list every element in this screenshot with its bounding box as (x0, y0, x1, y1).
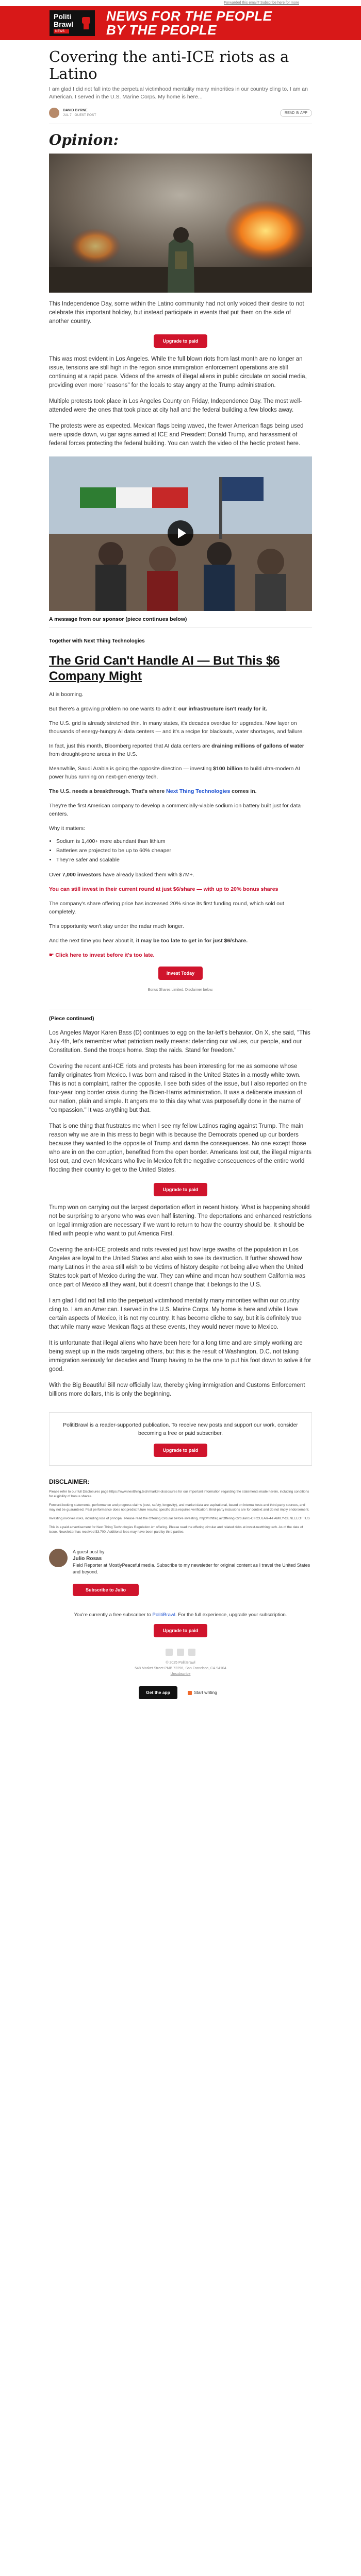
slogan-line-2: BY THE PEOPLE (106, 22, 217, 38)
paragraph: Los Angeles Mayor Karen Bass (D) continues to egg on the far-left's behavior. On X, she said, "This July 4th, let's remember what patriotism really means: defending our values, our people, and our Constitution. Send the troops home. Stop the raids. Stand for freedom." (49, 1030, 310, 1054)
play-icon[interactable] (168, 520, 193, 546)
disclaimer-section (49, 1478, 312, 1534)
byline (49, 107, 312, 118)
invest-today-button[interactable]: Invest Today (158, 967, 203, 980)
invest-link[interactable]: ☛ Click here to invest before it's too late. (49, 952, 155, 958)
disclaimer-paragraph: Forward-looking statements, performance and progress claims (cost, safety, longevity), and market data are aspirational, based on internal tests and third-party sources, and may not be guaranteed. Past performance does not predict future results; specific data requires verification; third-party inclusions are for context and do not imply endorsement. (49, 1503, 309, 1512)
ad-paragraph: Why it matters: (49, 825, 86, 832)
sponsor-label: Together with Next Thing Technologies (49, 638, 145, 644)
subscribe-here-link[interactable]: Forwarded this email? Subscribe here for more (224, 1, 299, 5)
free-subscriber-text: You're currently a free subscriber to PolitiBrawl. For the full experience, upgrade your subscription. (74, 1612, 287, 1618)
ad-paragraph: But there's a growing problem no one wants to admit: our infrastructure isn't ready for it. (49, 706, 267, 712)
author-name[interactable]: DAVID BYRNE (63, 109, 88, 112)
unsubscribe-link[interactable]: Unsubscribe (170, 1672, 191, 1676)
disclaimer-heading: DISCLAIMER: (49, 1478, 90, 1485)
start-writing-button[interactable]: Start writing (183, 1686, 222, 1699)
disclaimer-paragraph: Please refer to our full Disclosures page https://www.nextthing.tech/market-disclosures for our important information regarding the statements made herein, including conditions for eligibility of bonus shares. (49, 1490, 309, 1498)
footer (49, 1649, 312, 1699)
logo[interactable] (50, 10, 95, 36)
slogan-line-1: NEWS FOR THE PEOPLE (106, 8, 272, 24)
benefits-list (56, 837, 312, 865)
ad-paragraph: This opportunity won't stay under the radar much longer. (49, 923, 184, 929)
guest-bio: Field Reporter at MostlyPeaceful media. Subscribe to my newsletter for original content as I travel the United States and beyond. (73, 1563, 310, 1574)
ad-paragraph: The U.S. grid is already stretched thin. In many states, it's decades overdue for upgrades. Now layer on thousands of energy-hungry AI data centers — and it's a recipe for blackouts, water shortages, and failure. (49, 720, 304, 735)
article-subtitle: I am glad I did not fall into the perpetual victimhood mentality many minorities in our country cling to. I am an American. I served in the U.S. Marine Corps. My home is here... (49, 86, 308, 100)
paragraph: Covering the recent anti-ICE riots and protests has been interesting for me as someone whose family originates from Mexico. I was born and raised in the United States in a mostly white town. This is not a complaint, rather the opposite. I see both sides of the issue, but I also reported on the four-year long border crisis during the Biden-Harris administration. It was a deliberate invasion of our nation, plain and simple. It angers me to this day what was purposefully done in the name of "compassion." It was anything but that. (49, 1063, 307, 1113)
paragraph: Covering the anti-ICE protests and riots revealed just how large swaths of the population in Los Angeles are loyal to the United States and also wish to see its destruction. It further showed how many Latinos in the area still wish to be victims of history despite not being alive when the United States took part of Mexico during the war. They can whine and moan how southern California was once part of Mexico all they want, but it doesn't change that it belongs to the U.S. (49, 1247, 306, 1288)
guest-label: A guest post by (73, 1549, 105, 1554)
section-heading: Opinion: (49, 131, 119, 148)
ad-paragraph: And the next time you hear about it, it may be too late to get in for just $6/share. (49, 938, 248, 944)
restack-icon[interactable] (188, 1649, 195, 1656)
ad-paragraph: The company's share offering price has increased 20% since its first funding round, which sold out completely. (49, 901, 284, 915)
ad-paragraph: They're the first American company to develop a commercially-viable sodium ion battery built just for data centers. (49, 803, 301, 817)
post-date: JUL 7 · GUEST POST (63, 113, 96, 117)
paragraph: Multiple protests took place in Los Angeles County on Friday, Independence Day. The most well-attended were the ones that took place at city hall and the federal building a few blocks away. (49, 398, 302, 413)
next-thing-link[interactable]: Next Thing Technologies (166, 788, 231, 794)
upgrade-to-paid-button[interactable]: Upgrade to paid (154, 1183, 207, 1196)
ad-paragraph: Over 7,000 investors have already backed them with $7M+. (49, 872, 194, 878)
fist-icon (80, 15, 92, 30)
main-content (49, 48, 312, 1699)
ad-paragraph: AI is booming. (49, 691, 84, 698)
paragraph: With the Big Beautiful Bill now officially law, thereby giving immigration and Customs Enforcement billions more dollars, this is only the beginning. (49, 1382, 305, 1397)
paragraph: The protests were as expected. Mexican flags being waved, the fewer American flags being used were upside down, vulgar signs aimed at ICE and President Donald Trump, and harassment of federal forces protecting the federal building. You can watch the video of the hectic protest here. (49, 423, 304, 447)
upgrade-to-paid-button[interactable]: Upgrade to paid (154, 1624, 207, 1637)
paragraph: This Independence Day, some within the Latino community had not only voiced their desire to not celebrate this important holiday, but instead participate in events that put them on the side of another country. (49, 301, 304, 325)
ad-paragraph: The U.S. needs a breakthrough. That's where Next Thing Technologies comes in. (49, 788, 257, 794)
paragraph: This was most evident in Los Angeles. While the full blown riots from last month are no longer an issue, tensions are still high in the region since immigration enforcement operations are still continuing at a rapid pace. Videos of the arrests of illegal aliens in public circulate on social media, providing even more "reasons" for the locals to stay angry at the Trump administration. (49, 356, 307, 388)
ad-paragraph: In fact, just this month, Bloomberg reported that AI data centers are draining millions of gallons of water from drought-prone areas in the U.S. (49, 743, 304, 757)
app-row (49, 1686, 312, 1699)
list-item: • Batteries are projected to be up to 60% cheaper (56, 846, 312, 855)
ad-paragraph: Meanwhile, Saudi Arabia is going the opposite direction — investing $100 billion to build ultra-modern AI power hubs running on next-gen energy tech. (49, 766, 300, 780)
logo-line-1: Politi (54, 12, 72, 21)
piece-continued-label: (Piece continued) (49, 1015, 94, 1022)
read-in-app-button[interactable]: READ IN APP (280, 109, 312, 117)
guest-avatar[interactable] (49, 1549, 68, 1567)
substack-icon (188, 1691, 192, 1695)
list-item: • Sodium is 1,400+ more abundant than lithium (56, 837, 312, 846)
ad-paragraph: You can still invest in their current round at just $6/share — with up to 20% bonus shares (49, 886, 278, 892)
disclaimer-paragraph: Investing involves risks, including loss of principal. Please read the Offering Circular before investing. http://nthtfaq.ai/Offering-Circular/1-CIRCULAR-4-FAMILY-GENLEEOTTUS (49, 1517, 310, 1520)
logo-tag: NEWS (54, 29, 69, 33)
ad-fine-print: Bonus Shares Limited. Disclaimer below. (147, 988, 214, 992)
forward-notice (0, 0, 361, 6)
upgrade-to-paid-button[interactable]: Upgrade to paid (154, 334, 207, 348)
list-item: • They're safer and scalable (56, 855, 312, 865)
free-subscriber-box (49, 1612, 312, 1637)
slogan (95, 9, 361, 37)
logo-line-2: Brawl (54, 20, 74, 28)
comment-icon[interactable] (177, 1649, 184, 1656)
hero-image[interactable] (49, 154, 312, 293)
guest-author-card (49, 1549, 312, 1575)
sponsor-caption: A message from our sponsor (piece continues below) (49, 616, 187, 622)
sponsor-title-link[interactable]: The Grid Can't Handle AI — But This $6 Company Might (49, 654, 280, 683)
paragraph: That is one thing that frustrates me when I see my fellow Latinos raging against Trump. The main reason why we are in this mess to begin with is because the Democrats opened up our borders because they wanted to the opposite of Trump and damn the consequences. No one except those who are in on the corruption, benefited from the open border. Americans lost out, the illegal migrants lost out, and even Mexicans who live in Mexico felt the negative consequences of the entire world flooding their country to get to the United States. (49, 1123, 311, 1173)
subscribe-to-julio-button[interactable]: Subscribe to Julio (73, 1584, 139, 1596)
article-title[interactable]: Covering the anti-ICE riots as a Latino (49, 48, 289, 82)
paragraph: I am glad I did not fall into the perpetual victimhood mentality many minorities within our country cling to. I am an American. I served in the U.S. Marine Corps. My home is here and while I love certain aspects of Mexico, it is not my country. It has become cliche to say, but it is definitely true that while many wave Mexican flags at these events, they would never move to Mexico. (49, 1298, 302, 1330)
footer-copyright: © 2025 PolitiBrawl (166, 1661, 195, 1665)
get-the-app-button[interactable]: Get the app (139, 1686, 177, 1699)
paragraph: It is unfortunate that illegal aliens who have been here for a long time and are simply working are being swept up in the raids targeting others, but this is the result of Washington, D.C. not taking immigration seriously for decades and Trump having to be the one to put his foot down to solve it for good. (49, 1340, 311, 1372)
pointing-hand-icon: ☛ (49, 952, 56, 958)
video-embed[interactable] (49, 456, 312, 611)
paragraph: Trump won on carrying out the largest deportation effort in recent history. What is happening should not be surprising to anyone who was even half listening. The deportations and enhanced restrictions on legal immigration are necessary if we want to return to how the country should be. It should be filled with people who want to put America First. (49, 1205, 312, 1237)
header-banner (0, 6, 361, 40)
upgrade-to-paid-button[interactable]: Upgrade to paid (154, 1444, 207, 1457)
disclaimer-paragraph: This is a paid advertisement for Next Thing Technologies Regulation A+ offering. Please read the offering circular and related risks at invest.nextthing.tech. As of the date of issue, Newsletter has received $3,700. Additional fees may have been paid by third parties. (49, 1526, 303, 1534)
footer-address: 548 Market Street PMB 72296, San Francisco, CA 94104 (135, 1667, 226, 1670)
subscribe-text: PolitiBrawl is a reader-supported publication. To receive new posts and support our work, consider becoming a free or paid subscriber. (63, 1422, 298, 1436)
author-avatar[interactable] (49, 108, 59, 118)
subscribe-box (49, 1412, 312, 1466)
like-icon[interactable] (166, 1649, 173, 1656)
guest-name[interactable]: Julio Rosas (73, 1556, 102, 1562)
sponsor-section (49, 638, 312, 994)
footer-icons (49, 1649, 312, 1656)
politibrawl-link[interactable]: PolitiBrawl (152, 1612, 175, 1618)
protest-smoke-photo (49, 154, 312, 293)
